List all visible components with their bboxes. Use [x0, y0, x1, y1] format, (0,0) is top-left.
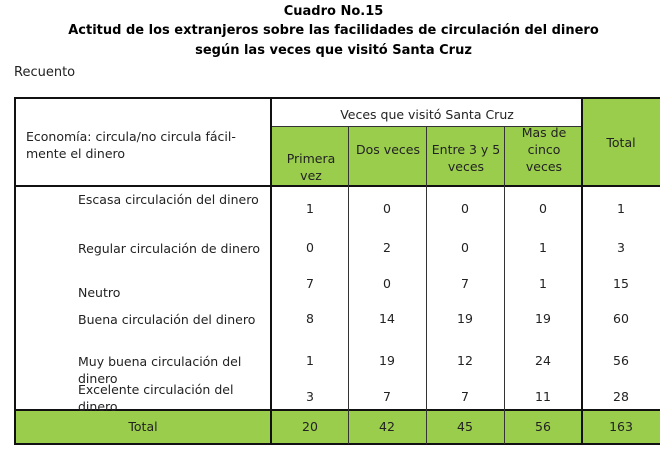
cell: 19 — [535, 311, 551, 326]
cell: 1 — [539, 240, 547, 255]
row-label-escasa: Escasa circulación del dinero — [78, 192, 259, 207]
cell: 19 — [457, 311, 473, 326]
total-column-border — [581, 97, 583, 445]
table-subtitle: según las veces que visitó Santa Cruz — [195, 43, 472, 58]
cell-total: 60 — [613, 311, 629, 326]
count-label: Recuento — [14, 65, 76, 80]
row-label-buena: Buena circulación del dinero — [78, 312, 256, 327]
cell: 0 — [383, 276, 391, 291]
cell: 7 — [461, 389, 469, 404]
total-row-label: Total — [128, 419, 158, 434]
row-label-muy-buena: Muy buena circulación del dinero — [78, 354, 242, 386]
cell: 14 — [379, 311, 395, 326]
total-cell: 20 — [302, 419, 318, 434]
col-divider-1 — [348, 126, 349, 444]
cell: 7 — [383, 389, 391, 404]
row-label-neutro: Neutro — [78, 285, 121, 300]
table-title: Actitud de los extranjeros sobre las facilidades de circulación del dinero — [68, 23, 599, 38]
cell: 1 — [539, 276, 547, 291]
cell: 8 — [306, 311, 314, 326]
col-header-entre-3-y-5: Entre 3 y 5 veces — [431, 142, 501, 174]
cell-total: 3 — [617, 240, 625, 255]
cell: 0 — [306, 240, 314, 255]
label-column-border — [270, 97, 272, 445]
col-header-total: Total — [606, 135, 636, 150]
cell: 1 — [306, 201, 314, 216]
col-header-dos-veces: Dos veces — [356, 142, 420, 157]
group-header: Veces que visitó Santa Cruz — [340, 107, 514, 122]
cell: 12 — [457, 353, 473, 368]
col-header-mas-de-cinco: Mas de cinco veces — [521, 125, 567, 174]
cell: 7 — [461, 276, 469, 291]
cell-total: 56 — [613, 353, 629, 368]
table-number: Cuadro No.15 — [283, 4, 384, 19]
col-divider-2 — [426, 126, 427, 444]
cell: 19 — [379, 353, 395, 368]
cell-total: 1 — [617, 201, 625, 216]
col-divider-3 — [504, 126, 505, 444]
cell-total: 15 — [613, 276, 629, 291]
left-border — [14, 97, 16, 445]
col-header-primera-vez: Primera vez — [286, 151, 336, 183]
grand-total-cell: 163 — [609, 419, 633, 434]
row-variable-header: Economía: circula/no circula fácil-mente el dinero — [26, 129, 236, 161]
cell: 0 — [461, 240, 469, 255]
cell: 3 — [306, 389, 314, 404]
row-label-regular: Regular circulación de dinero — [78, 241, 261, 256]
cell: 11 — [535, 389, 551, 404]
table-top-border — [14, 97, 660, 99]
total-cell: 45 — [457, 419, 473, 434]
total-cell: 42 — [379, 419, 395, 434]
table-bottom-border — [14, 443, 660, 445]
cell: 24 — [535, 353, 551, 368]
cell: 0 — [383, 201, 391, 216]
row-label-excelente: Excelente circulación del dinero — [78, 382, 234, 414]
cell: 1 — [306, 353, 314, 368]
cell: 0 — [539, 201, 547, 216]
header-bottom-border — [14, 185, 660, 187]
cell-total: 28 — [613, 389, 629, 404]
cell: 7 — [306, 276, 314, 291]
total-cell: 56 — [535, 419, 551, 434]
cell: 0 — [461, 201, 469, 216]
cell: 2 — [383, 240, 391, 255]
